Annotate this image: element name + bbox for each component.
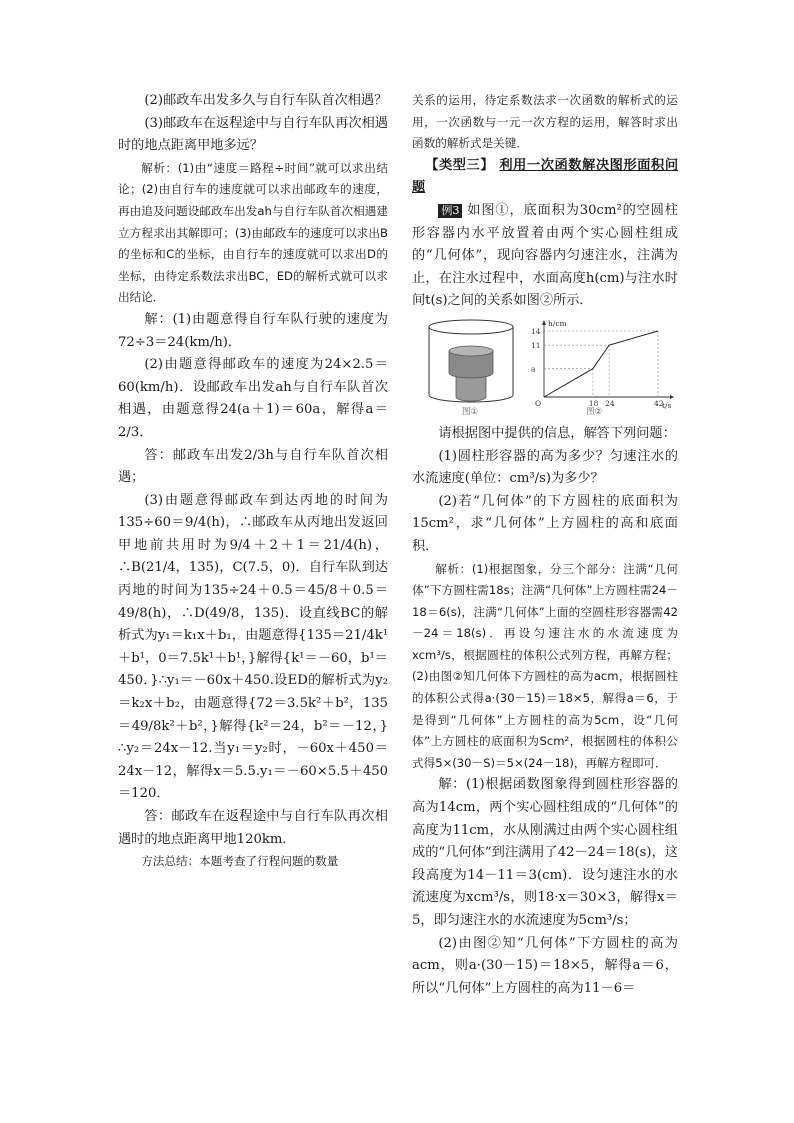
- figure-1-caption: 图①: [462, 406, 479, 417]
- example-text-paragraph: [412, 200, 678, 313]
- x-tick-label: 42: [654, 398, 664, 408]
- method-summary-continued: 关系的运用，待定系数法求一次函数的解析式的运用，一次函数与一元一次方程的运用，解答时求出函数的解析式是关键．: [412, 93, 678, 151]
- y-axis-label: h/cm: [548, 318, 567, 328]
- x-axis-label: t/s: [662, 400, 672, 410]
- solution-2-right: (2)由图②知“几何体”下方圆柱的高为acm，则a·(30－15)＝18×5，解得a＝6，所以“几何体”上方圆柱的高为11－6＝: [412, 935, 678, 996]
- problem-2: (2)若“几何体”的下方圆柱的底面积为15cm²，求“几何体”上方圆柱的高和底面积．: [412, 493, 678, 554]
- section-title: 利用一次函数解决图形面积问题: [412, 157, 679, 196]
- answer-part-2: 答：邮政车出发2/3h与自行车队首次相遇；: [118, 447, 388, 486]
- left-column: [118, 90, 388, 873]
- solution-1-right: 解：(1)根据函数图象得到圆柱形容器的高为14cm，两个实心圆柱组成的“几何体”的高度为11cm，水从刚满过由两个实心圆柱组成的“几何体”到注满用了42－24＝18(s)，这段高度为14－11＝3(cm)．设匀速注水的水流速度为xcm³/s，则18·x＝30×3，解得x＝5，即匀速注水的水流速度为5cm³/s；: [412, 777, 678, 928]
- section-label: 【类型三】: [425, 157, 495, 173]
- solution-part-2: (2)由题意得邮政车的速度为24×2.5＝60(km/h)．设邮政车出发ah与自行车队首次相遇，由题意得24(a＋1)＝60a，解得a＝2/3．: [118, 357, 388, 440]
- solution-part-3: (3)由题意得邮政车到达丙地的时间为135÷60＝9/4(h)，∴邮政车从丙地出发返回甲地前共用时为9/4＋2＋1＝21/4(h)，∴B(21/4，135)，C(7.5，0)．自行车队到达丙地的时间为135÷24＋0.5＝45/8＋0.5＝49/8(h)，∴D(49/8，135)．设直线BC的解析式为y₁＝k₁x＋b₁，由题意得{135＝21/4k¹＋b¹，0＝7.5k¹＋b¹，}解得{k¹＝－60，b¹＝450．}∴y₁＝－60x＋450.设ED的解析式为y₂＝k₂x＋b₂，由题意得{72＝3.5k²＋b²，135＝49/8k²＋b²，}解得{k²＝24，b²＝－12，}∴y₂＝24x－12.当y₁＝y₂时，－60x＋450＝24x－12，解得x＝5.5.y₁＝－60×5.5＋450＝120．: [118, 492, 388, 802]
- x-tick-label: 24: [605, 398, 615, 408]
- figure-2-chart: [528, 317, 678, 417]
- figure-2-caption: 图②: [586, 406, 603, 417]
- series-line: [544, 331, 658, 397]
- geometric-body: [449, 346, 493, 401]
- y-axis-arrow: [542, 320, 546, 325]
- analysis-paragraph-right: 解析：(1)根据图象，分三个部分：注满“几何体”下方圆柱需18s；注满“几何体”上方圆柱需24－18＝6(s)，注满“几何体”上面的空圆柱形容器需42－24＝18(s)．再设匀速注水的水流速度为xcm³/s，根据圆柱的体积公式列方程，再解方程；(2)由图②知几何体下方圆柱的高为acm，根据圆柱的体积公式得a·(30－15)＝18×5，解得a＝6，于是得到“几何体”上方圆柱的高为5cm，设“几何体”上方圆柱的底面积为Scm²，根据圆柱的体积公式得5×(30－S)＝5×(24－18)，再解方程即可．: [412, 561, 678, 770]
- y-tick-label: a: [531, 364, 536, 374]
- upper-cylinder-top: [449, 346, 493, 356]
- figures-area: [412, 317, 678, 417]
- question-2: (2)邮政车出发多久与自行车队首次相遇？: [144, 93, 388, 108]
- example-text: 如图①，底面积为30cm²的空圆柱形容器内水平放置着由两个实心圆柱组成的“几何体”，现向容器内匀速注水，注满为止，在注水过程中，水面高度h(cm)与注水时间t(s)之间的关系如图②所示．: [412, 202, 678, 309]
- answer-part-3: 答：邮政车在返程途中与自行车队再次相遇时的地点距离甲地120km．: [118, 809, 388, 847]
- x-tick-label: 18: [588, 398, 599, 408]
- origin-label: O: [535, 398, 542, 408]
- solution-part-1: 解：(1)由题意得自行车队行驶的速度为72÷3＝24(km/h)．: [118, 311, 388, 350]
- problem-1: (1)圆柱形容器的高为多少？匀速注水的水流速度(单位：cm³/s)为多少？: [412, 448, 678, 487]
- section-heading: [412, 155, 678, 200]
- chart-labels: [531, 319, 672, 410]
- container-top-rim: [429, 320, 513, 334]
- question-3: (3)邮政车在返程途中与自行车队再次相遇时的地点距离甲地多远？: [118, 115, 388, 154]
- right-column: [412, 90, 678, 1000]
- instruction: 请根据图中提供的信息，解答下列问题：: [438, 425, 676, 441]
- y-tick-label: 11: [531, 341, 541, 351]
- figure-1: [418, 317, 524, 417]
- example-badge: 例3: [438, 204, 462, 218]
- method-summary: 方法总结：本题考查了行程问题的数量: [141, 854, 339, 869]
- y-tick-label: 14: [531, 326, 541, 336]
- analysis-paragraph: 解析：(1)由“速度＝路程÷时间”就可以求出结论；(2)由自行车的速度就可以求出邮政车的速度，再由追及问题设邮政车出发ah与自行车队首次相遇建立方程求出其解即可；(3)由邮政车的速度可以求出B的坐标和C的坐标，由自行车的速度就可以求出D的坐标，由待定系数法求出BC，ED的解析式就可以求出结论．: [118, 160, 388, 305]
- chart-line-group: [544, 331, 658, 397]
- x-axis-arrow: [670, 395, 674, 399]
